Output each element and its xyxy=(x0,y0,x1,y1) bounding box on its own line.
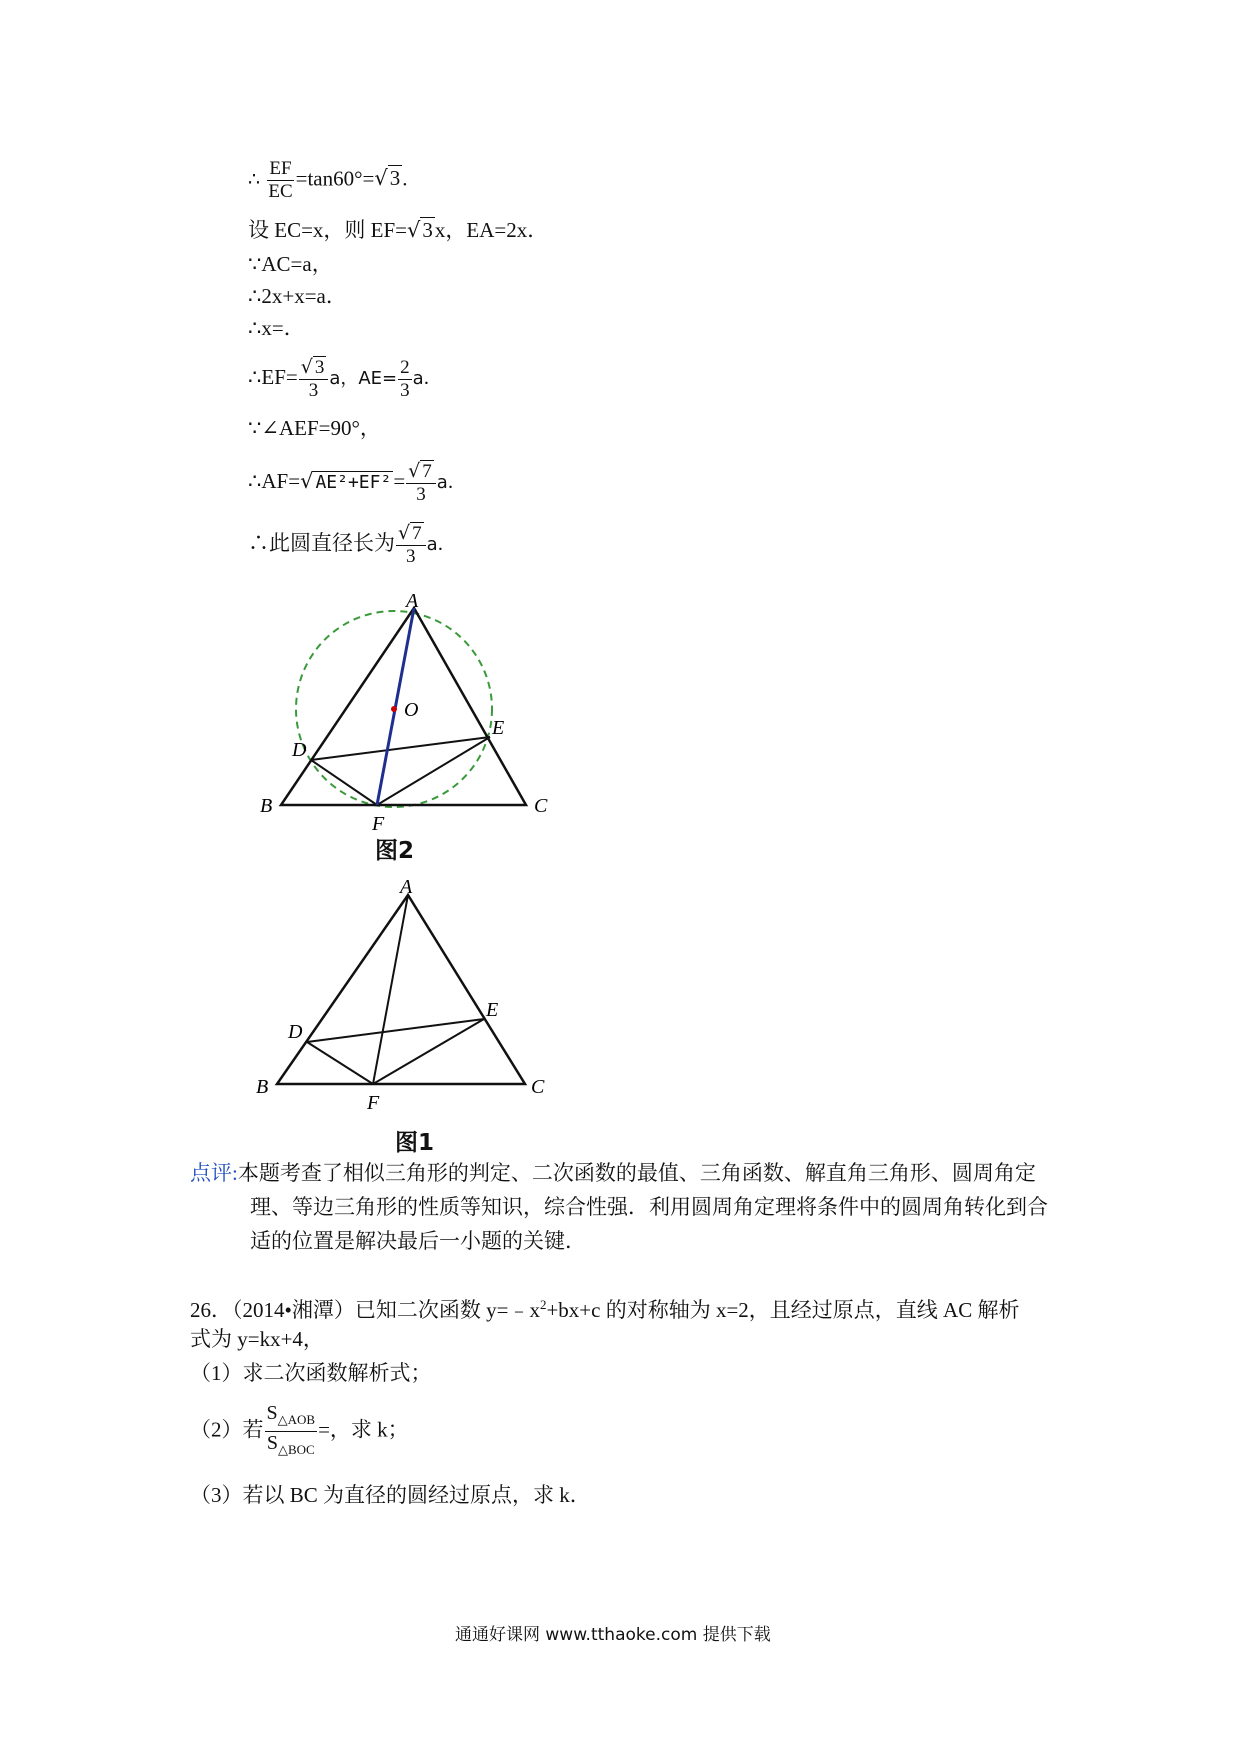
segment-de xyxy=(307,1019,484,1042)
label-e: E xyxy=(492,717,505,739)
review: 点评:本题考查了相似三角形的判定、二次函数的最值、三角函数、解直角三角形、圆周角定 xyxy=(190,1161,1036,1185)
line-af: ∴AF=√ AE²+EF²= $\frac{√ 7}{3}$ a． xyxy=(248,460,466,505)
fraction-sqrt3-3: $\frac{√ 3}{3}$ xyxy=(299,356,329,402)
question-part-2: （2）若 $\frac{S_{\triangle AOB}}{S_{\triangle BOC}}$ =，求 k； xyxy=(190,1402,409,1461)
line-set-ec: 设 EC=x，则 EF=√3x，EA=2x． xyxy=(248,218,549,242)
sqrt: √3 xyxy=(407,218,433,242)
label-f: F xyxy=(372,813,385,835)
label-d: D xyxy=(288,1021,303,1043)
question-part-1: （1）求二次函数解析式； xyxy=(190,1361,432,1385)
line-2x-x: ∴2x+x=a． xyxy=(248,284,347,308)
fraction-sqrt7-3: $\frac{√ 7}{3}$ xyxy=(396,522,426,568)
question-part-3: （3）若以 BC 为直径的圆经过原点，求 k． xyxy=(190,1483,591,1507)
line-diameter: ∴此圆直径长为 $\frac{√ 7}{3}$ a． xyxy=(248,522,456,567)
label-e: E xyxy=(486,999,499,1021)
line-ef-ae: ∴EF= $\frac{√ 3}{3}$ a，AE= $\frac{2}{3}$ a． xyxy=(248,356,442,401)
fraction-area-ratio: $\frac{S_{\triangle AOB}}{S_{\triangle BOC}}$ xyxy=(266,1402,316,1457)
figure-2 xyxy=(250,580,580,850)
figure-2-caption: 图2 xyxy=(375,838,415,864)
fraction-ef-ec: $\frac{EF}{EC}$ xyxy=(268,158,293,202)
question-stem: 26．（2014•湘潭）已知二次函数 $y=﹣x^2+bx+c$ 的对称轴为 x=2，且经过原点，直线 AC 解析 xyxy=(190,1297,1020,1322)
segment-af xyxy=(373,895,408,1084)
line-ac-a: ∵AC=a， xyxy=(248,252,333,276)
label-a: A xyxy=(400,876,413,898)
line-tan60: ∴ $\frac{EF}{EC}$ =tan60°=√3. xyxy=(248,158,408,202)
fraction-sqrt7-3: $\frac{√ 7}{3}$ xyxy=(406,460,436,506)
segment-df xyxy=(311,760,377,805)
label-b: B xyxy=(256,1076,269,1098)
segment-ef xyxy=(377,737,490,805)
label-c: C xyxy=(534,795,548,817)
review-label: 点评: xyxy=(190,1161,238,1185)
review-line-3: 适的位置是解决最后一小题的关键． xyxy=(250,1229,586,1253)
center-point xyxy=(391,706,397,712)
triangle-abc xyxy=(277,895,525,1084)
label-a: A xyxy=(406,590,419,612)
line-x: ∴x=． xyxy=(248,316,305,340)
segment-ef xyxy=(373,1019,484,1084)
review-line-2: 理、等边三角形的性质等知识，综合性强．利用圆周角定理将条件中的圆周角转化到合 xyxy=(250,1195,1048,1219)
figure-1-caption: 图1 xyxy=(395,1130,435,1156)
sqrt: √ AE²+EF² xyxy=(300,468,392,493)
question-stem-2: 式为 y=kx+4， xyxy=(190,1327,324,1351)
line-angle-aef: ∵∠AEF=90°， xyxy=(248,416,381,440)
label-o: O xyxy=(404,699,419,721)
figure-1 xyxy=(250,870,580,1110)
label-d: D xyxy=(292,739,307,761)
page-footer: 通通好课网 www.tthaoke.com 提供下载 xyxy=(455,1625,771,1645)
sqrt: √3 xyxy=(374,166,401,191)
segment-df xyxy=(307,1042,373,1084)
label-c: C xyxy=(531,1076,545,1098)
label-f: F xyxy=(367,1092,380,1110)
label-b: B xyxy=(260,795,273,817)
segment-de xyxy=(311,737,490,760)
fraction-2-3: $\frac{2}{3}$ xyxy=(400,356,410,401)
